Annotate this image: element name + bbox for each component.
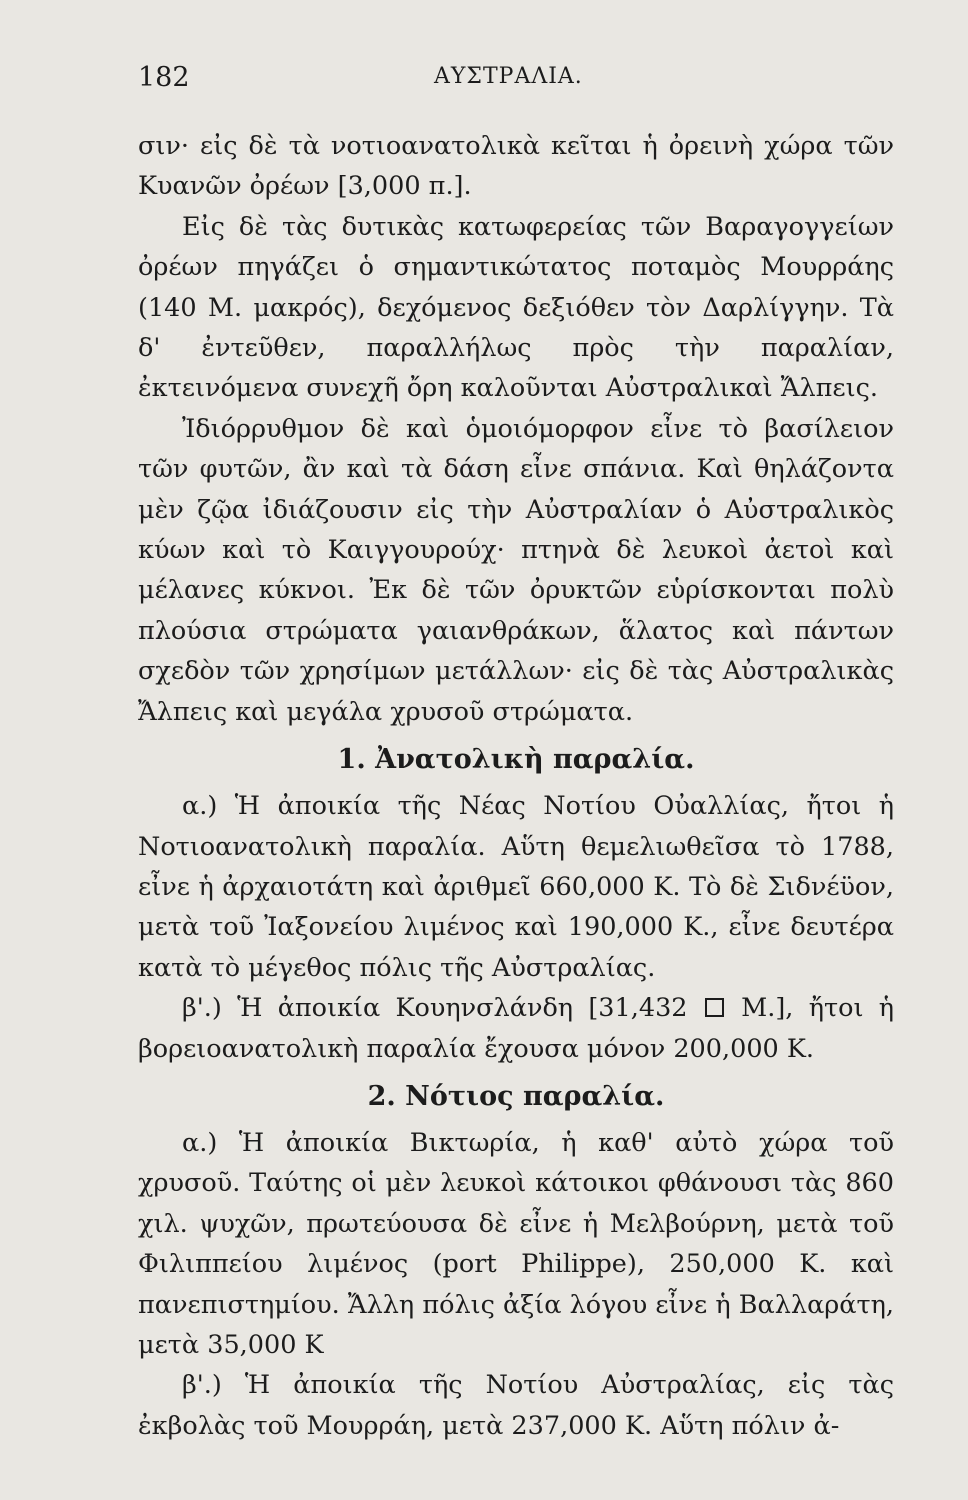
queensland-text-start: β'.) Ἡ ἀποικία Κουηνσλάνδη [31,432: [182, 993, 688, 1024]
queensland-text-end: Μ.], ἤτοι ἡ βορειοανατολικὴ παραλία ἔχουσα μόνον 200,000 Κ.: [138, 993, 895, 1064]
paragraph-queensland: [138, 988, 894, 1069]
page-header: [138, 62, 878, 102]
square-symbol: [705, 998, 724, 1017]
page-body: [138, 126, 894, 1446]
page-number: 182: [138, 62, 190, 93]
paragraph-rivers: Εἰς δὲ τὰς δυτικὰς κατωφερείας τῶν Βαραγογγείων ὀρέων πηγάζει ὁ σημαντικώτατος ποταμὸς Μουρράης (140 Μ. μακρός), δεχόμενος δεξιόθεν τὸν Δαρλίγγην. Τὰ δ' ἐντεῦθεν, παραλλήλως πρὸς τὴν παραλίαν, ἐκτεινόμενα συνεχῆ ὄρη καλοῦνται Αὐστραλικαὶ Ἄλπεις.: [138, 211, 894, 404]
paragraph-new-south-wales: α.) Ἡ ἀποικία τῆς Νέας Νοτίου Οὐαλλίας, ἤτοι ἡ Νοτιοανατολικὴ παραλία. Αὕτη θεμελιωθεῖσα τὸ 1788, εἶνε ἡ ἀρχαιοτάτη καὶ ἀριθμεῖ 660,000 Κ. Τὸ δὲ Σιδνέϋον, μετὰ τοῦ Ἰαξονείου λιμένος καὶ 190,000 Κ., εἶνε δευτέρα κατὰ τὸ μέγεθος πόλις τῆς Αὐστραλίας.: [138, 791, 894, 983]
section-heading-south-coast: 2. Νότιος παραλία.: [367, 1080, 665, 1112]
section-heading-east-coast: 1. Ἀνατολικὴ παραλία.: [337, 744, 695, 776]
running-title: ΑΥΣΤΡΑΛΙΑ.: [434, 64, 583, 89]
paragraph-south-australia: β'.) Ἡ ἀποικία τῆς Νοτίου Αὐστραλίας, εἰς τὰς ἐκβολὰς τοῦ Μουρράη, μετὰ 237,000 Κ. Αὕτη πόλιν ἀ-: [138, 1370, 894, 1441]
paragraph-continuation: σιν· εἰς δὲ τὰ νοτιοανατολικὰ κεῖται ἡ ὀρεινὴ χώρα τῶν Κυανῶν ὀρέων [3,000 π.].: [138, 131, 894, 202]
paragraph-victoria: α.) Ἡ ἀποικία Βικτωρία, ἡ καθ' αὐτὸ χώρα τοῦ χρυσοῦ. Ταύτης οἱ μὲν λευκοὶ κάτοικοι φθάνουσι τὰς 860 χιλ. ψυχῶν, πρωτεύουσα δὲ εἶνε ἡ Μελβούρνη, μετὰ τοῦ Φιλιππείου λιμένος (port Philippe), 250,000 Κ. καὶ πανεπιστημίου. Ἄλλη πόλις ἀξία λόγου εἶνε ἡ Βαλλαράτη, μετὰ 35,000 Κ: [138, 1127, 894, 1360]
paragraph-flora-fauna: Ἰδιόρρυθμον δὲ καὶ ὁμοιόμορφον εἶνε τὸ βασίλειον τῶν φυτῶν, ἂν καὶ τὰ δάση εἶνε σπάνια. Καὶ θηλάζοντα μὲν ζῷα ἰδιάζουσιν εἰς τὴν Αὐστραλίαν ὁ Αὐστραλικὸς κύων καὶ τὸ Καιγγουρούχ· πτηνὰ δὲ λευκοὶ ἀετοὶ καὶ μέλανες κύκνοι. Ἐκ δὲ τῶν ὀρυκτῶν εὑρίσκονται πολὺ πλούσια στρώματα γαιανθράκων, ἅλατος καὶ πάντων σχεδὸν τῶν χρησίμων μετάλλων· εἰς δὲ τὰς Αὐστραλικὰς Ἄλπεις καὶ μεγάλα χρυσοῦ στρώματα.: [138, 413, 894, 727]
